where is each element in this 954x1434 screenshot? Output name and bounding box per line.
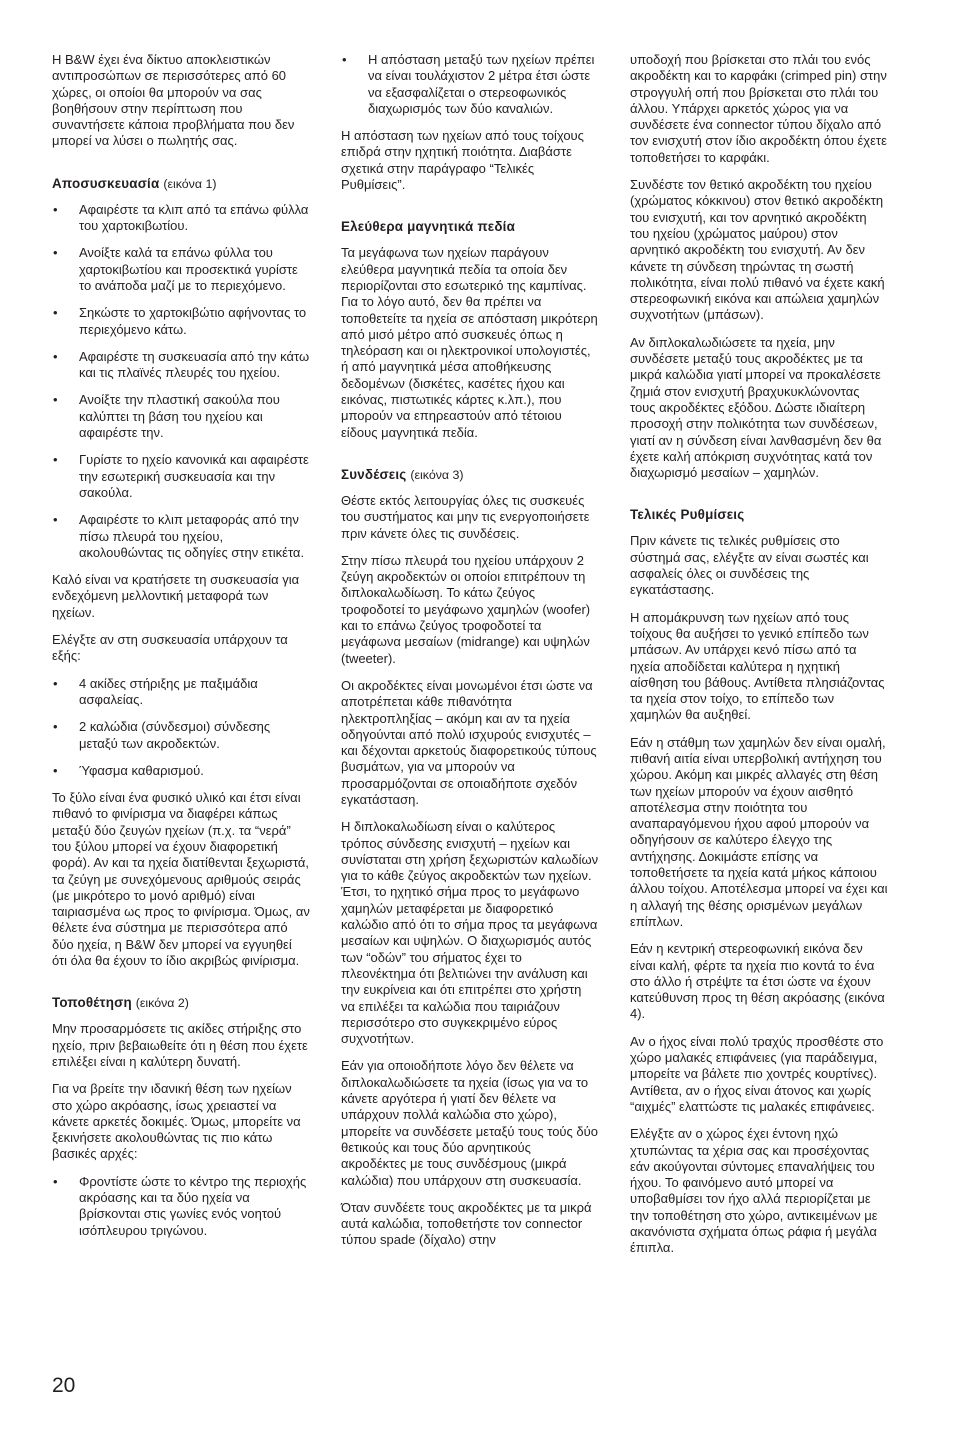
connections-paragraph-9: Αν διπλοκαλωδιώσετε τα ηχεία, μην συνδέσετε μεταξύ τους ακροδέκτες με τα μικρά καλώδια γιατί μπορεί να προκαλέσετε ζημιά στον ενισχυτή βραχυκυκλώνοντας τους ακροδέκτες εξόδου. Δώστε ιδιαίτερη προσοχή στην πολικότητα των συνδέσεων, γιατί αν η σύνδεση είναι λανθασμένη δεν θα έχετε καλή απόκριση συχνότητας κατά τον διαχωρισμό μεσαίων – χαμηλών.	[630, 334, 882, 481]
list-item-text: Η απόσταση μεταξύ των ηχείων πρέπει να είναι τουλάχιστον 2 μέτρα έτσι ώστε να εξασφαλίζεται ο στερεοφωνικός διαχωρισμός των δύο καναλιών.	[368, 52, 595, 116]
connections-figure-ref: (εικόνα 3)	[410, 467, 464, 482]
positioning-list	[52, 1174, 310, 1239]
list-item	[52, 676, 310, 709]
list-item-text: Σηκώστε το χαρτοκιβώτιο αφήνοντας το περιεχόμενο κάτω.	[79, 305, 307, 337]
list-item-text: 4 ακίδες στήριξης με παξιμάδια ασφαλείας.	[79, 675, 258, 707]
connections-paragraph-6: Όταν συνδέετε τους ακροδέκτες με τα μικρά αυτά καλώδια, τοποθετήστε τον connector τύπου spade (δίχαλο) στην	[341, 1199, 592, 1248]
list-item-text: Γυρίστε το ηχείο κανονικά και αφαιρέστε την εσωτερική συσκευασία και την σακούλα.	[79, 452, 309, 500]
final-adjustments-heading: Τελικές Ρυθμίσεις	[630, 507, 745, 523]
final-paragraph-2: Η απομάκρυνση των ηχείων από τους τοίχους θα αυξήσει το γενικό επίπεδο των μπάσων. Αν υπάρχει κενό πίσω από τα ηχεία αποδίδεται καλύτερα η ηχητική αίσθηση του βάθους. Αντίθετα πλησιάζοντας τα ηχεία στον τοίχο, το επίπεδο των χαμηλών θα αυξηθεί.	[630, 609, 885, 723]
bullet-icon: •	[53, 305, 58, 321]
connections-paragraph-3: Οι ακροδέκτες είναι μονωμένοι έτσι ώστε να αποτρέπεται κάθε πιθανότητα ηλεκτροπληξίας – ακόμη και αν τα ηχεία οδηγούνται από πολύ ισχυρούς ενισχυτές – και δέχονται αρκετούς διαφορετικούς τύπους βυσμάτων, για να μπορούν να προσαρμόζονται σε οποιαδήποτε σχεδόν εγκατάσταση.	[341, 677, 597, 807]
column-1	[52, 52, 310, 1250]
connections-heading-text: Συνδέσεις	[341, 466, 407, 482]
bullet-icon: •	[53, 1173, 58, 1189]
list-item-text: 2 καλώδια (σύνδεσμοι) σύνδεσης μεταξύ των ακροδεκτών.	[79, 719, 271, 751]
positioning-paragraph-2: Για να βρείτε την ιδανική θέση των ηχείων στο χώρο ακρόασης, ίσως χρειαστεί να κάνετε αρκετές δοκιμές. Όμως, μπορείτε να ξεκινήσετε ακολουθώντας τις πιο κάτω βασικές αρχές:	[52, 1081, 301, 1162]
final-paragraph-5: Αν ο ήχος είναι πολύ τραχύς προσθέστε στο χώρο μαλακές επιφάνειες (για παράδειγμα, μπορείτε να βάλετε πιο χοντρές κουρτίνες). Αντίθετα, αν ο ήχος είναι άτονος και χωρίς “αιχμές” ελαττώστε τις μαλακές επιφάνειες.	[630, 1033, 884, 1114]
bullet-icon: •	[53, 452, 58, 468]
list-item	[52, 392, 310, 441]
bullet-icon: •	[53, 392, 58, 408]
list-item	[52, 1174, 310, 1239]
list-item	[52, 719, 310, 752]
list-item	[52, 349, 310, 382]
list-item	[341, 52, 599, 117]
list-item-text: Αφαιρέστε τα κλιπ από τα επάνω φύλλα του χαρτοκιβωτίου.	[79, 201, 309, 234]
wood-finish-paragraph: Το ξύλο είναι ένα φυσικό υλικό και έτσι είναι πιθανό το φινίρισμα να διαφέρει κάπως μεταξύ δύο ζευγών ηχείων (π.χ. τα “νερά” του ξύλου μπορεί να έχουν διαφορετική φορά). Αν και τα ηχεία διατίθενται ξεχωριστά, τα ζεύγη με συνεχόμενους αριθμούς σειράς (με μικρότερο το μονό αριθμό) είναι ταιριασμένα ως προς το φινίρισμα. Όμως, αν θέλετε ένα σύστημα με περισσότερα από δύο ηχεία, η B&W δεν μπορεί να εγγυηθεί ότι όλα θα έχουν το ίδιο ακριβώς φινίρισμα.	[52, 790, 310, 969]
magnetic-fields-heading: Ελεύθερα μαγνητικά πεδία	[341, 219, 516, 235]
bullet-icon: •	[53, 719, 58, 735]
list-item	[52, 305, 310, 338]
column-3	[630, 52, 888, 1268]
keep-packaging-paragraph: Καλό είναι να κρατήσετε τη συσκευασία για ενδεχόμενη μελλοντική μεταφορά των ηχείων.	[52, 572, 300, 620]
unpacking-list	[52, 202, 310, 561]
connections-paragraph-8: Συνδέστε τον θετικό ακροδέκτη του ηχείου (χρώματος κόκκινου) στον θετικό ακροδέκτη του ενισχυτή, και τον αρνητικό ακροδέκτη του ηχείου (χρώματος μαύρου) στον αρνητικό ακροδέκτη του ενισχυτή. Αν δεν κάνετε τη σύνδεση τηρώντας τη σωστή πολικότητα, είναι πολύ πιθανό να έχετε κακή στερεοφωνική εικόνα και απώλεια χαμηλών συχνοτήτων (μπάσων).	[630, 177, 885, 323]
bullet-icon: •	[53, 348, 58, 364]
bullet-icon: •	[342, 52, 347, 67]
list-item-text: Αφαιρέστε τη συσκευασία από την κάτω και τις πλαϊνές πλευρές του ηχείου.	[79, 348, 310, 381]
positioning-paragraph-1: Μην προσαρμόσετε τις ακίδες στήριξης στο ηχείο, πριν βεβαιωθείτε ότι η θέση που έχετε επιλέξει είναι η καλύτερη δυνατή.	[52, 1021, 308, 1069]
list-item	[52, 202, 310, 235]
positioning-heading	[52, 995, 310, 1011]
list-item-text: Αφαιρέστε το κλιπ μεταφοράς από την πίσω πλευρά του ηχείου, ακολουθώντας τις οδηγίες στην ετικέτα.	[79, 512, 305, 560]
connections-paragraph-7: υποδοχή που βρίσκεται στο πλάι του ενός ακροδέκτη και το καρφάκι (crimped pin) στην στρογγυλή οπή που βρίσκεται στο πλάι του άλλου. Υπάρχει αρκετός χώρος για να συνδέσετε ένα connector τύπου δίχαλο από τον ενισχυτή στον ίδιο ακροδέκτη όπου έχετε τοποθετήσει το καρφάκι.	[630, 52, 887, 165]
bullet-icon: •	[53, 675, 58, 691]
list-item	[52, 245, 310, 294]
connections-paragraph-2: Στην πίσω πλευρά του ηχείου υπάρχουν 2 ζεύγη ακροδεκτών οι οποίοι επιτρέπουν τη διπλοκαλωδίωση. Το κάτω ζεύγος τροφοδοτεί το μεγάφωνο χαμηλών (woofer) και το επάνω ζεύγος τροφοδοτεί τα μεγάφωνα μεσαίων (midrange) και υψηλών (tweeter).	[341, 552, 591, 666]
list-item	[52, 763, 310, 779]
connections-heading	[341, 467, 599, 483]
final-paragraph-6: Ελέγξτε αν ο χώρος έχει έντονη ηχώ χτυπώντας τα χέρια σας και προσέχοντας εάν ακούγονται σύντομες επαναλήψεις του ήχου. Το φαινόμενο αυτό μπορεί να υποβαθμίσει τον ήχο αλλά περιορίζεται με την τοποθέτηση στο χώρο, αντικειμένων με ακανόνιστα σχήματα όπως ράφια ή μεγάλα έπιπλα.	[630, 1126, 878, 1256]
intro-paragraph: Η B&W έχει ένα δίκτυο αποκλειστικών αντιπροσώπων σε περισσότερες από 60 χώρες, οι οποίοι θα μπορούν να σας βοηθήσουν στην περίπτωση που συναντήσετε κάποια προβλήματα που δεν μπορεί να λύσει ο πωλητής σας.	[52, 52, 295, 149]
list-item-text: Ανοίξτε καλά τα επάνω φύλλα του χαρτοκιβωτίου και προσεκτικά γυρίστε το ανάποδα μαζί με το περιεχόμενο.	[79, 245, 298, 293]
list-item-text: Ύφασμα καθαρισμού.	[79, 762, 204, 778]
unpacking-figure-ref: (εικόνα 1)	[163, 176, 217, 191]
unpacking-heading	[52, 176, 310, 192]
list-item-text: Ανοίξτε την πλαστική σακούλα που καλύπτει τη βάση του ηχείου και αφαιρέστε την.	[79, 392, 280, 441]
bullet-icon: •	[53, 201, 58, 217]
bullet-icon: •	[53, 512, 58, 528]
unpacking-heading-text: Αποσυσκευασία	[52, 175, 160, 191]
wall-distance-paragraph: Η απόσταση των ηχείων από τους τοίχους επιδρά στην ηχητική ποιότητα. Διαβάστε σχετικά στην παράγραφο “Τελικές Ρυθμίσεις”.	[341, 128, 584, 193]
contents-list	[52, 676, 310, 779]
final-paragraph-4: Εάν η κεντρική στερεοφωνική εικόνα δεν είναι καλή, φέρτε τα ηχεία πιο κοντά το ένα στο άλλο ή στρέψτε τα έτσι ώστε να έχουν κατεύθυνση προς τη θέση ακρόασης (εικόνα 4).	[630, 941, 885, 1022]
positioning-figure-ref: (εικόνα 2)	[135, 996, 189, 1011]
final-paragraph-3: Εάν η στάθμη των χαμηλών δεν είναι ομαλή, πιθανή αιτία είναι υπερβολική αντήχηση του χώρου. Ακόμη και μικρές αλλαγές στη θέση των ηχείων μπορούν να έχουν αισθητό αποτέλεσμα στην ποιότητα του αναπαραγόμενου ήχου αφού μπορούν να οδηγήσουν σε καλύτερο έλεγχο της αντήχησης. Δοκιμάστε επίσης να τοποθετήσετε τα ηχεία κατά μήκος κάποιου άλλου τοίχου. Αποτέλεσμα μπορεί να έχει και η αλλαγή της θέσης ορισμένων μεγάλων επίπλων.	[630, 734, 888, 929]
list-item	[52, 512, 310, 561]
column-2	[341, 52, 599, 1260]
check-contents-paragraph: Ελέγξτε αν στη συσκευασία υπάρχουν τα εξής:	[52, 632, 288, 664]
positioning-heading-text: Τοποθέτηση	[52, 995, 132, 1011]
list-item	[52, 452, 310, 501]
connections-paragraph-1: Θέστε εκτός λειτουργίας όλες τις συσκευές του συστήματος και μην τις ενεργοποιήσετε πριν κάνετε όλες τις συνδέσεις.	[341, 492, 590, 541]
page-number: 20	[52, 1374, 76, 1397]
connections-paragraph-5: Εάν για οποιοδήποτε λόγο δεν θέλετε να διπλοκαλωδιώσετε τα ηχεία (ίσως για να το κάνετε αργότερα ή γιατί δεν θέλετε να υπάρχουν πολλά καλώδια στο χώρο), μπορείτε να συνδέσετε μεταξύ τους τούς δύο θετικούς και τους δύο αρνητικούς ακροδέκτες με τους συνδέσμους (μικρά καλώδια) που υπάρχουν στη συσκευασία.	[341, 1058, 598, 1188]
final-paragraph-1: Πριν κάνετε τις τελικές ρυθμίσεις στο σύστημά σας, ελέγξτε αν είναι σωστές και ασφαλείς όλες οι συνδέσεις της εγκατάστασης.	[630, 533, 869, 598]
bullet-icon: •	[53, 245, 58, 261]
magnetic-fields-paragraph: Τα μεγάφωνα των ηχείων παράγουν ελεύθερα μαγνητικά πεδία τα οποία δεν περιορίζονται στο εσωτερικό της καμπίνας. Για το λόγο αυτό, δεν θα πρέπει να τοποθετείτε τα ηχεία σε απόσταση μικρότερη από μισό μέτρο από συσκευές όπως η τηλεόραση και οι ηλεκτρονικοί υπολογιστές, ή από μαγνητικά μέσα αποθήκευσης δεδομένων (δισκέτες, κασέτες ήχου και εικόνας, πιστωτικές κάρτες κ.λπ.), που μπορούν να επηρεαστούν από τέτοιου είδους μαγνητικά πεδία.	[341, 245, 598, 440]
list-item-text: Φροντίστε ώστε το κέντρο της περιοχής ακρόασης και τα δύο ηχεία να βρίσκονται στις γωνίες ενός νοητού ισόπλευρου τριγώνου.	[79, 1173, 307, 1238]
connections-paragraph-4: Η διπλοκαλωδίωση είναι ο καλύτερος τρόπος σύνδεσης ενισχυτή – ηχείων και συνίσταται στη χρήση ξεχωριστών καλωδίων για το κάθε ζεύγος ακροδεκτών των ηχείων. Έτσι, το ηχητικό σήμα προς το μεγάφωνο χαμηλών μεταφέρεται με διαφορετικό καλώδιο από ότι το σήμα προς τα μεγάφωνα μεσαίων και υψηλών. Ο διαχωρισμός αυτός των “οδών” του σήματος έχει το πλεονέκτημα ότι βελτιώνει την ανάλυση και την ευκρίνεια και ότι επιτρέπει στο χρήστη να επιλέξει τα καλώδια που ταιριάζουν περισσότερο στο συγκεκριμένο εύρος συχνοτήτων.	[341, 819, 599, 1047]
positioning-list-continued	[341, 52, 599, 117]
bullet-icon: •	[53, 762, 58, 778]
